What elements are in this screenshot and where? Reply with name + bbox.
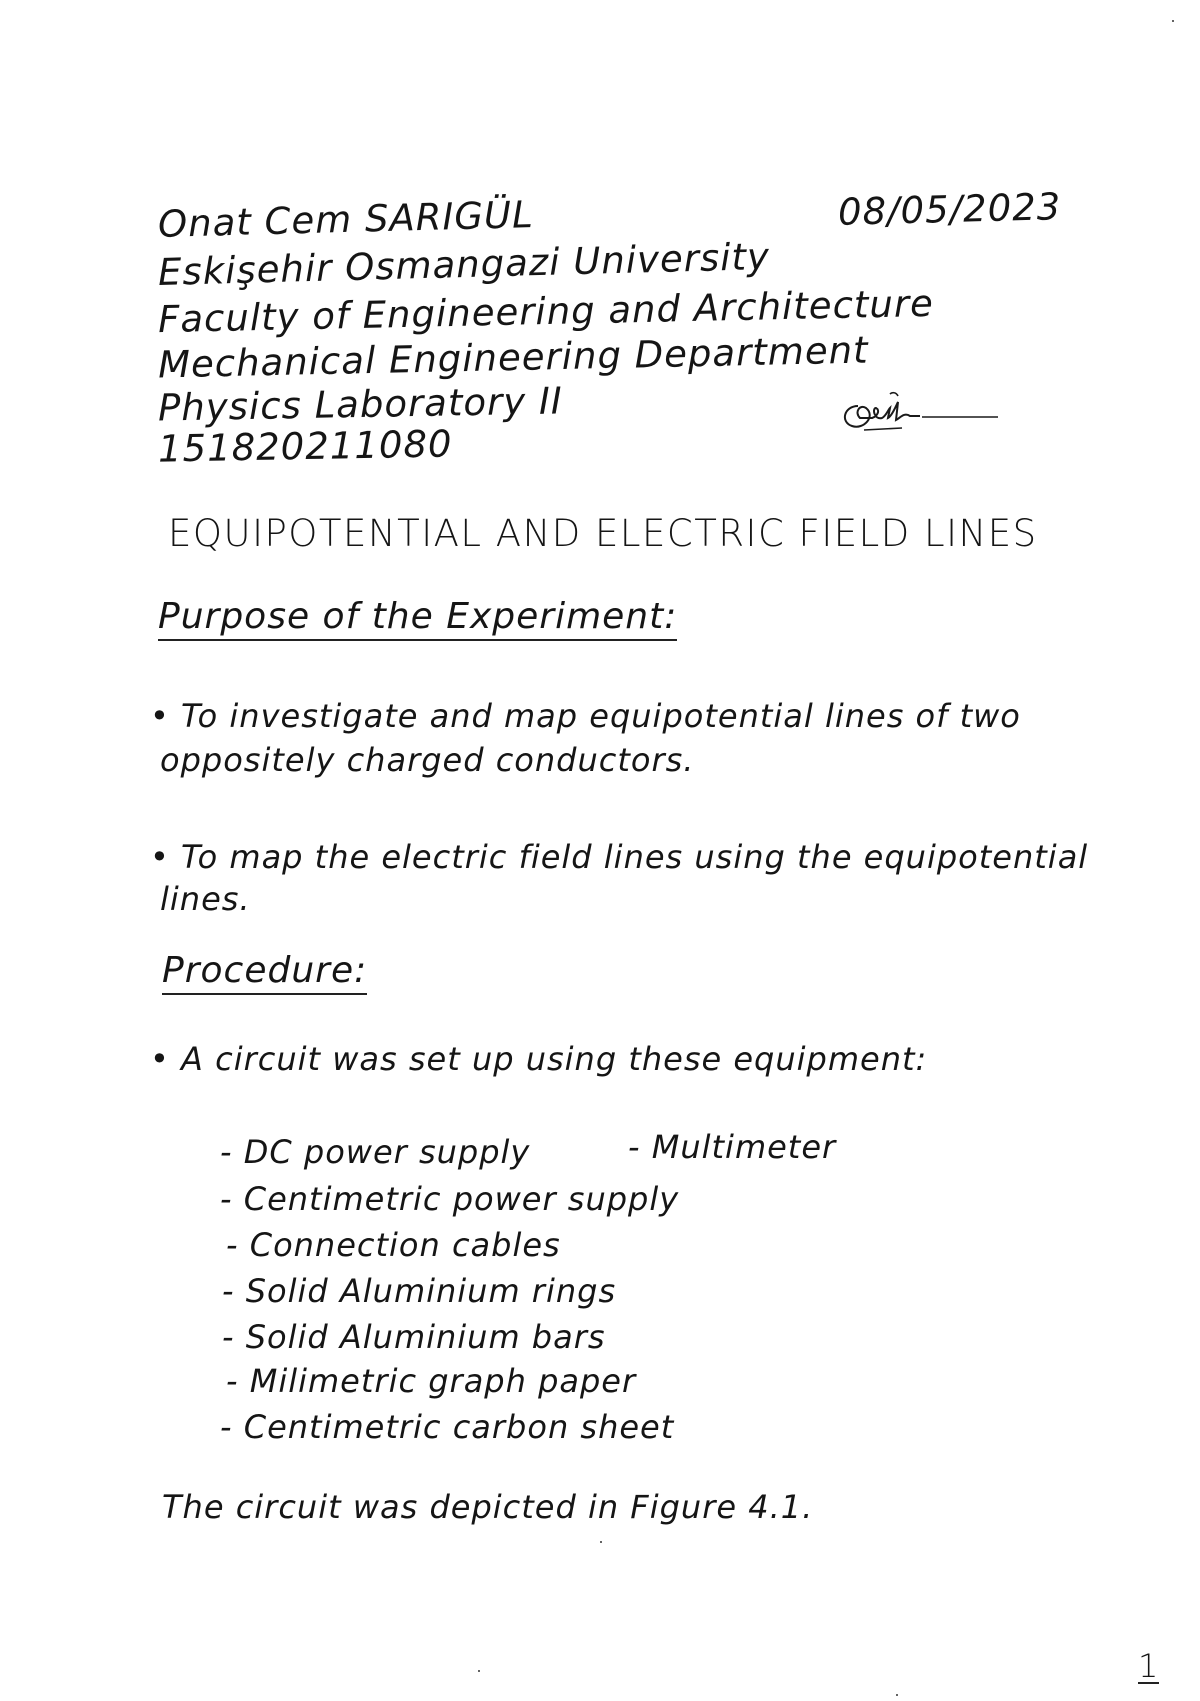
equipment-item-carbon-sheet: - Centimetric carbon sheet	[220, 1408, 675, 1446]
equipment-item-aluminium-bars: - Solid Aluminium bars	[222, 1318, 606, 1356]
scan-speck	[1172, 20, 1174, 22]
report-date: 08/05/2023	[837, 185, 1062, 234]
equipment-item-multimeter: - Multimeter	[628, 1128, 837, 1166]
purpose-item-2-line-1: • To map the electric field lines using the equipotential	[150, 838, 1089, 876]
equipment-item-dc-power-supply: - DC power supply	[220, 1133, 531, 1171]
scan-speck	[478, 1670, 480, 1672]
purpose-item-1-line-1: • To investigate and map equipotential lines of two	[150, 697, 1021, 735]
procedure-intro: • A circuit was set up using these equipment:	[150, 1040, 928, 1078]
course-name: Physics Laboratory II	[157, 379, 564, 430]
student-id: 151820211080	[157, 422, 453, 471]
university-name: Eskişehir Osmangazi University	[157, 234, 771, 295]
experiment-title: EQUIPOTENTIAL AND ELECTRIC FIELD LINES	[168, 512, 1038, 555]
scan-speck	[600, 1541, 602, 1543]
signature	[830, 372, 1010, 442]
equipment-item-graph-paper: - Milimetric graph paper	[226, 1362, 637, 1400]
equipment-item-aluminium-rings: - Solid Aluminium rings	[222, 1272, 617, 1310]
page-number: 1	[1138, 1647, 1160, 1685]
purpose-item-1-line-2: oppositely charged conductors.	[160, 741, 695, 779]
faculty-name: Faculty of Engineering and Architecture	[157, 281, 935, 342]
equipment-item-connection-cables: - Connection cables	[226, 1226, 561, 1264]
equipment-item-centimetric-power-supply: - Centimetric power supply	[220, 1180, 680, 1218]
procedure-closing: The circuit was depicted in Figure 4.1.	[162, 1488, 814, 1526]
purpose-item-2-line-2: lines.	[160, 880, 251, 918]
author-name: Onat Cem SARIGÜL	[157, 193, 535, 246]
procedure-heading: Procedure:	[162, 950, 367, 995]
purpose-heading: Purpose of the Experiment:	[158, 596, 677, 641]
department-name: Mechanical Engineering Department	[157, 328, 869, 387]
scan-speck	[896, 1694, 898, 1696]
